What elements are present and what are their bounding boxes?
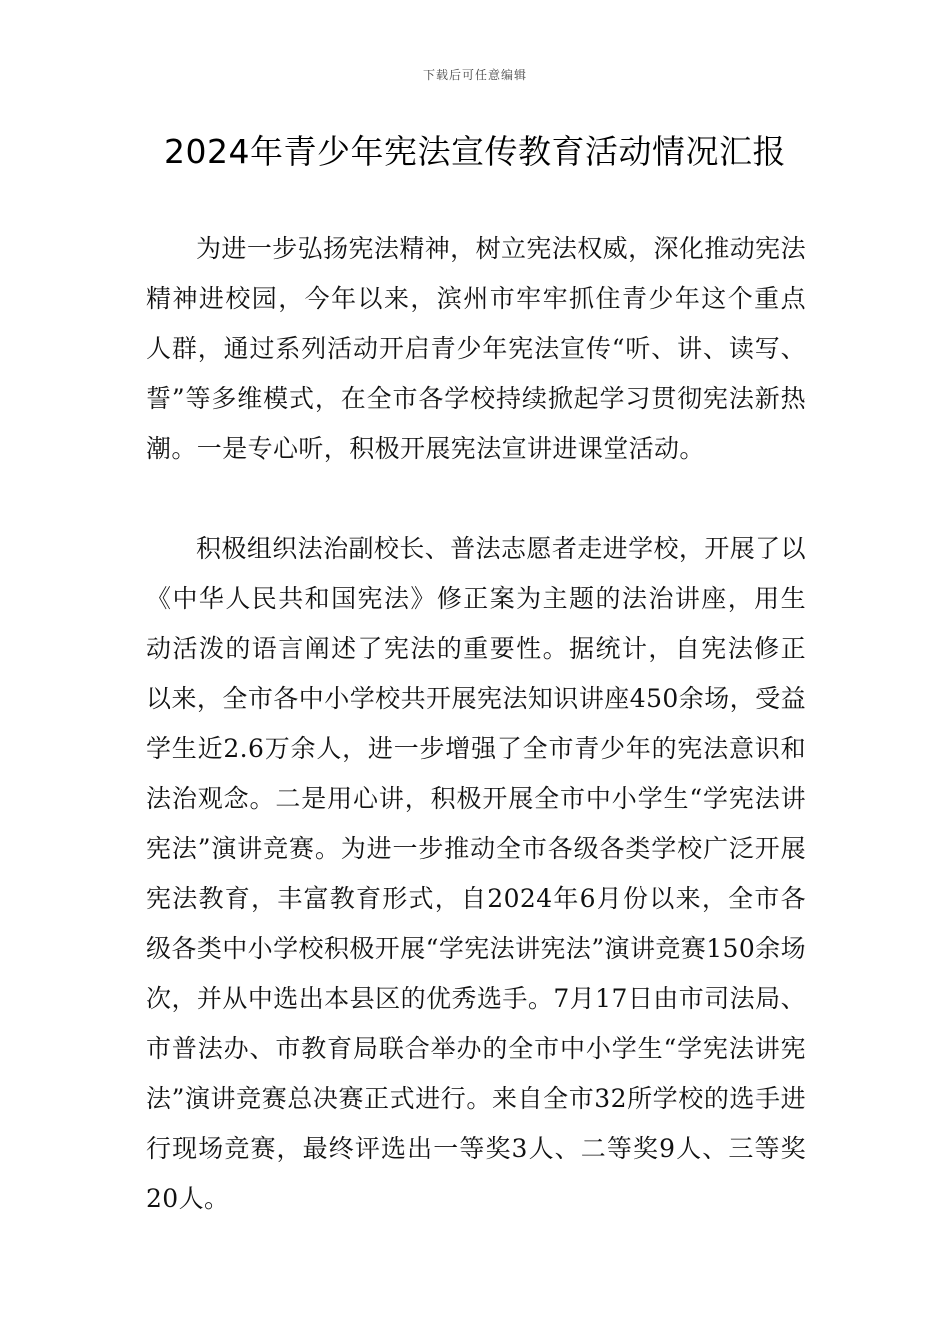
document-title: 2024年青少年宪法宣传教育活动情况汇报: [164, 132, 786, 171]
paragraph-1: 为进一步弘扬宪法精神，树立宪法权威，深化推动宪法精神进校园，今年以来，滨州市牢牢抓住青少年这个重点人群，通过系列活动开启青少年宪法宣传“听、讲、读写、誓”等多维模式，在全市各学校持续掀起学习贯彻宪法新热潮。一是专心听，积极开展宪法宣讲进课堂活动。: [146, 234, 806, 463]
paragraph-2: 积极组织法治副校长、普法志愿者走进学校，开展了以《中华人民共和国宪法》修正案为主题的法治讲座，用生动活泼的语言阐述了宪法的重要性。据统计，自宪法修正以来，全市各中小学校共开展宪法知识讲座450余场，受益学生近2.6万余人，进一步增强了全市青少年的宪法意识和法治观念。二是用心讲，积极开展全市中小学生“学宪法讲宪法”演讲竞赛。为进一步推动全市各级各类学校广泛开展宪法教育，丰富教育形式，自2024年6月份以来，全市各级各类中小学校积极开展“学宪法讲宪法”演讲竞赛150余场次，并从中选出本县区的优秀选手。7月17日由市司法局、市普法办、市教育局联合举办的全市中小学生“学宪法讲宪法”演讲竞赛总决赛正式进行。来自全市32所学校的选手进行现场竞赛，最终评选出一等奖3人、二等奖9人、三等奖20人。: [146, 534, 806, 1213]
header-note: 下载后可任意编辑: [422, 68, 527, 82]
